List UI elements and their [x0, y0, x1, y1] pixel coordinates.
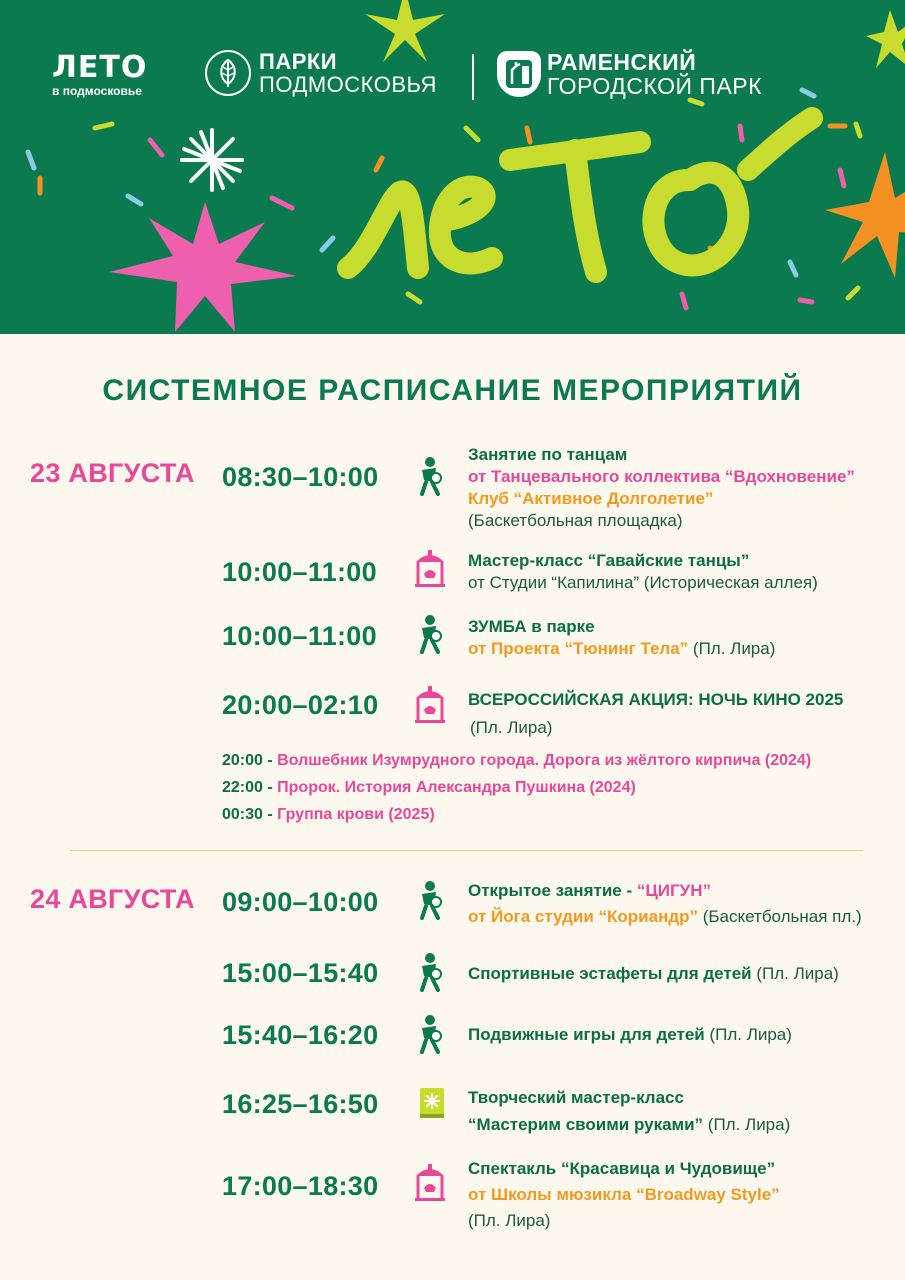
event-time: 15:40–16:20 — [222, 1020, 379, 1050]
orange-star-icon — [825, 152, 905, 278]
white-star-icon — [182, 130, 242, 190]
event-organizer: от Танцевального коллектива “Вдохновение” — [468, 467, 855, 486]
event-location: (Баскетбольная пл.) — [698, 907, 862, 926]
event-description — [468, 1156, 780, 1234]
dancer-icon — [412, 614, 448, 654]
event-location: (Пл. Лира) — [704, 1025, 792, 1044]
event-title: ЗУМБА в парке — [468, 617, 595, 636]
dancer-icon — [412, 456, 448, 496]
event-time: 20:00–02:10 — [222, 690, 379, 720]
event-title: Занятие по танцам — [468, 445, 628, 464]
event-time: 10:00–11:00 — [222, 621, 377, 651]
event-time: 10:00–11:00 — [222, 557, 377, 587]
event-description — [468, 444, 855, 532]
leto-logo-subtitle: в подмосковье — [52, 84, 142, 98]
event-organizer: от Школы мюзикла “Broadway Style” — [468, 1185, 780, 1204]
header-banner — [0, 0, 905, 334]
dancer-icon — [412, 880, 448, 920]
event-time: 16:25–16:50 — [222, 1089, 379, 1119]
event-description — [468, 878, 862, 930]
film-time: 00:30 - — [222, 806, 273, 823]
event-location: (Пл. Лира) — [470, 718, 553, 737]
film-row — [222, 752, 811, 770]
event-location: (Пл. Лира) — [688, 639, 776, 658]
ramensky-logo-line1: РАМЕНСКИЙ — [547, 49, 697, 75]
event-location: (Пл. Лира) — [703, 1115, 791, 1134]
event-organizer: от Студии “Капилина” (Историческая аллея) — [468, 573, 818, 592]
event-subtitle: “Мастерим своими руками” — [468, 1115, 704, 1134]
leto-logo — [52, 52, 147, 98]
event-description — [468, 550, 818, 594]
leto-logo-word: ЛЕТО — [52, 50, 148, 85]
logo-divider — [472, 54, 474, 100]
page-title: СИСТЕМНОЕ РАСПИСАНИЕ МЕРОПРИЯТИЙ — [102, 374, 803, 407]
film-time: 22:00 - — [222, 779, 273, 796]
carousel-icon — [412, 684, 448, 724]
event-time: 09:00–10:00 — [222, 887, 379, 917]
day-divider — [70, 850, 863, 851]
event-description — [468, 616, 775, 660]
city-emblem-icon — [497, 51, 541, 97]
event-location: (Пл. Лира) — [751, 964, 839, 983]
parki-logo — [205, 50, 437, 96]
day1-date: 23 АВГУСТА — [30, 458, 195, 488]
event-title: ВСЕРОССИЙСКАЯ АКЦИЯ: НОЧЬ КИНО 2025 — [468, 690, 844, 709]
event-title: Подвижные игры для детей — [468, 1025, 705, 1044]
event-title-highlight: “ЦИГУН” — [636, 881, 711, 900]
event-description — [468, 963, 839, 985]
film-title: Пророк. История Александра Пушкина (2024) — [277, 779, 636, 796]
event-location: (Пл. Лира) — [468, 1211, 551, 1230]
event-time: 08:30–10:00 — [222, 462, 379, 492]
event-location: (Баскетбольная площадка) — [468, 511, 683, 530]
event-description — [468, 1024, 792, 1046]
day2-date: 24 АВГУСТА — [30, 884, 195, 914]
event-title: Открытое занятие - — [468, 881, 637, 900]
event-title: Спектакль “Красавица и Чудовище” — [468, 1159, 776, 1178]
event-title: Мастер-класс “Гавайские танцы” — [468, 551, 750, 570]
ramensky-park-logo — [497, 50, 762, 98]
parki-logo-line1: ПАРКИ — [259, 49, 338, 74]
ramensky-logo-line2: ГОРОДСКОЙ ПАРК — [547, 73, 763, 99]
event-description — [468, 1084, 790, 1138]
event-time: 15:00–15:40 — [222, 958, 379, 988]
film-title: Волшебник Изумрудного города. Дорога из жёлтого кирпича (2024) — [277, 752, 812, 769]
event-time: 17:00–18:30 — [222, 1171, 379, 1201]
film-time: 20:00 - — [222, 752, 273, 769]
film-row — [222, 779, 636, 797]
event-description — [468, 686, 843, 742]
leaf-icon — [205, 50, 251, 96]
event-organizer: от Проекта “Тюнинг Тела” — [468, 639, 689, 658]
event-club: Клуб “Активное Долголетие” — [468, 489, 714, 508]
event-title: Творческий мастер-класс — [468, 1088, 684, 1107]
carousel-icon — [412, 1162, 448, 1202]
pink-star-icon — [109, 202, 297, 332]
film-title: Группа крови (2025) — [277, 806, 435, 823]
event-organizer: от Йога студии “Кориандр” — [468, 907, 699, 926]
event-title: Спортивные эстафеты для детей — [468, 964, 752, 983]
dancer-icon — [412, 1014, 448, 1054]
film-row — [222, 806, 435, 824]
dancer-icon — [412, 952, 448, 992]
carousel-icon — [412, 548, 448, 588]
parki-logo-line2: ПОДМОСКОВЬЯ — [259, 72, 437, 97]
craft-book-icon — [418, 1086, 446, 1120]
